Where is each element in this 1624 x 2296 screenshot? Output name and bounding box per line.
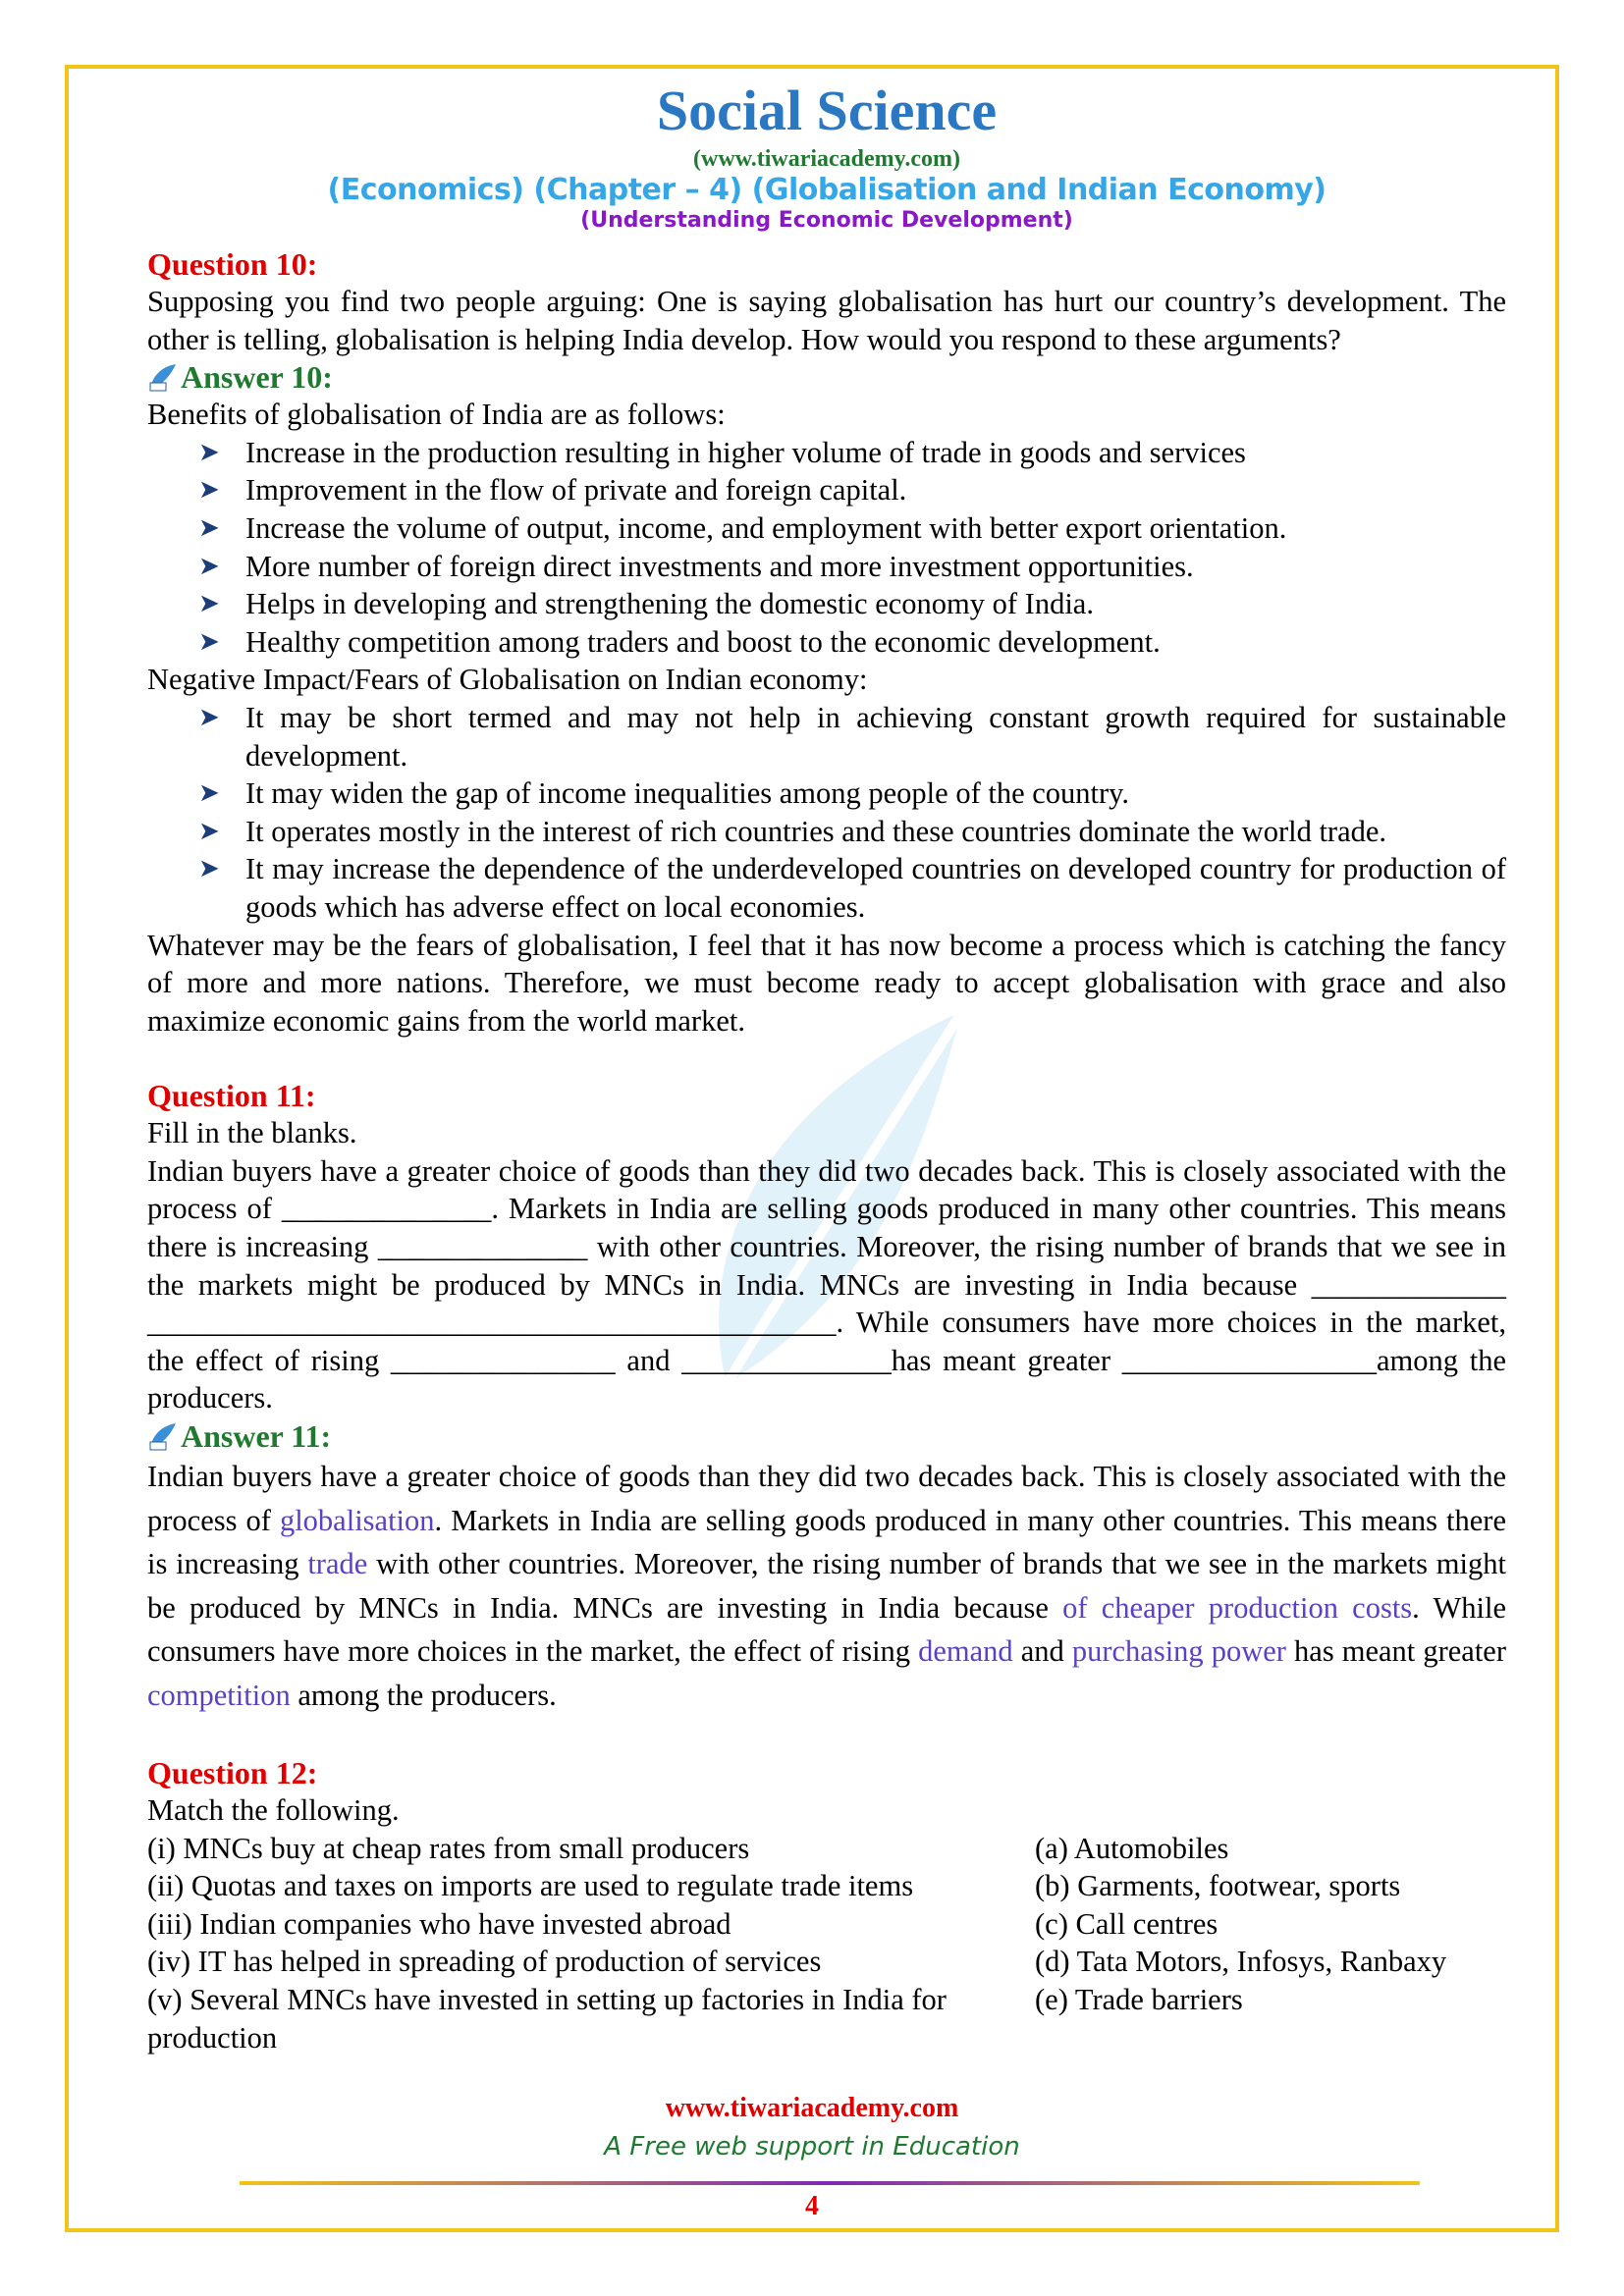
answer-11-text: Indian buyers have a greater choice of goods than they did two decades back. This is closely associated with the process of globalisation. Markets in India are selling goods produced in many other countries. This means there is increasing trade with other countries. Moreover, the rising number of brands that we see in the markets might be produced by MNCs in India. MNCs are investing in India because of cheaper production costs. While consumers have more choices in the market, the effect of rising demand and purchasing power has meant greater competition among the producers. <box>147 1460 1506 1712</box>
match-row <box>147 1867 1506 1905</box>
question-11-text: Indian buyers have a greater choice of goods than they did two decades back. This is closely associated with the process of ______________. Markets in India are selling goods produced in many other countries. This means there is increasing ______________ with other countries. Moreover, the rising number of brands that we see in the markets might be produced by MNCs in India. MNCs are investing in India because _____________ ______________________________________________. While consumers have more choices in the market, the effect of rising _______________ and ______________has meant greater _________________among the producers. <box>147 1153 1506 1415</box>
match-row <box>147 1943 1506 1981</box>
bullet-arrow-icon: ➤ <box>198 512 220 543</box>
page-number: 4 <box>805 2191 819 2221</box>
bullet-arrow-icon: ➤ <box>198 778 220 809</box>
blank-answer: purchasing power <box>1071 1634 1286 1669</box>
match-right-item: (b) Garments, footwear, sports <box>1035 1869 1401 1903</box>
bullet-arrow-icon: ➤ <box>198 626 220 657</box>
bullet-arrow-icon: ➤ <box>198 702 220 732</box>
blank-answer: trade <box>307 1547 368 1581</box>
bullet-arrow-icon: ➤ <box>198 437 220 467</box>
bullet-arrow-icon: ➤ <box>198 589 220 619</box>
chapter-heading: (Economics) (Chapter – 4) (Globalisation and Indian Economy) <box>327 173 1326 207</box>
match-right-item: (e) Trade barriers <box>1035 1983 1243 2016</box>
list-item: ➤ Helps in developing and strengthening the domestic economy of India. <box>147 585 1506 623</box>
question-11-instruction: Fill in the blanks. <box>147 1116 357 1150</box>
bullet-arrow-icon: ➤ <box>198 816 220 846</box>
match-right-item: (d) Tata Motors, Infosys, Ranbaxy <box>1035 1945 1447 1979</box>
page-content <box>147 75 1506 2056</box>
bullet-arrow-icon: ➤ <box>198 854 220 884</box>
match-left-item: (iii) Indian companies who have invested abroad <box>147 1906 731 1941</box>
bullet-arrow-icon: ➤ <box>198 551 220 581</box>
match-left-item: (ii) Quotas and taxes on imports are used to regulate trade items <box>147 1869 914 1903</box>
answer-10-conclusion: Whatever may be the fears of globalisation, I feel that it has now become a process which is catching the fancy of more and more nations. Therefore, we must become ready to accept globalisation with grace and also maximize economic gains from the world market. <box>147 928 1506 1038</box>
question-12-heading: Question 12: <box>147 1755 318 1791</box>
list-item: ➤ Healthy competition among traders and boost to the economic development. <box>147 623 1506 662</box>
blank-answer: demand <box>918 1634 1013 1669</box>
answer-pen-icon <box>147 361 179 393</box>
bullet-arrow-icon: ➤ <box>198 475 220 506</box>
benefits-intro: Benefits of globalisation of India are as follows: <box>147 398 726 432</box>
answer-10-heading-row <box>147 358 1506 396</box>
match-row <box>147 1830 1506 1868</box>
list-item: ➤ More number of foreign direct investments and more investment opportunities. <box>147 548 1506 586</box>
list-item: ➤ Increase in the production resulting in higher volume of trade in goods and services <box>147 434 1506 472</box>
list-item: ➤ It may increase the dependence of the underdeveloped countries on developed country for production of goods which has adverse effect on local economies. <box>198 852 1506 924</box>
answer-pen-icon <box>147 1420 179 1452</box>
question-12-instruction: Match the following. <box>147 1793 400 1828</box>
answer-11-heading-row <box>147 1417 1506 1455</box>
list-item: ➤ It may be short termed and may not help in achieving constant growth required for sustainable development. <box>198 700 1506 773</box>
list-item: ➤ It may widen the gap of income inequalities among people of the country. <box>147 774 1506 813</box>
book-subtitle: (Understanding Economic Development) <box>580 208 1073 233</box>
list-item: ➤ Increase the volume of output, income, and employment with better export orientation. <box>147 509 1506 548</box>
answer-11-heading: Answer 11: <box>181 1418 332 1455</box>
match-row <box>147 1905 1506 1944</box>
list-item: ➤ Improvement in the flow of private and foreign capital. <box>147 471 1506 509</box>
match-right-item: (c) Call centres <box>1035 1906 1218 1941</box>
match-left-item: (iv) IT has helped in spreading of production of services <box>147 1945 822 1979</box>
question-10-heading: Question 10: <box>147 246 318 282</box>
match-left-item: (i) MNCs buy at cheap rates from small producers <box>147 1831 750 1865</box>
page-title: Social Science <box>656 79 998 142</box>
match-right-item: (a) Automobiles <box>1035 1831 1229 1865</box>
negative-intro: Negative Impact/Fears of Globalisation on Indian economy: <box>147 663 868 697</box>
match-left-item: (v) Several MNCs have invested in setting up factories in India for production <box>147 1983 947 2055</box>
answer-10-heading: Answer 10: <box>181 359 333 396</box>
footer-url[interactable]: www.tiwariacademy.com <box>665 2093 959 2123</box>
footer-tagline: A Free web support in Education <box>604 2132 1020 2162</box>
match-row <box>147 1981 1506 2056</box>
list-item: ➤ It operates mostly in the interest of rich countries and these countries dominate the world trade. <box>147 813 1506 851</box>
blank-answer: competition <box>147 1678 291 1712</box>
question-10-text: Supposing you find two people arguing: One is saying globalisation has hurt our country’s development. The other is telling, globalisation is helping India develop. How would you respond to these arguments? <box>147 285 1506 356</box>
footer-divider <box>240 2181 1420 2185</box>
header-url: (www.tiwariacademy.com) <box>693 146 960 172</box>
blank-answer: of cheaper production costs <box>1062 1590 1413 1625</box>
blank-answer: globalisation <box>279 1503 435 1537</box>
question-11-heading: Question 11: <box>147 1078 316 1114</box>
